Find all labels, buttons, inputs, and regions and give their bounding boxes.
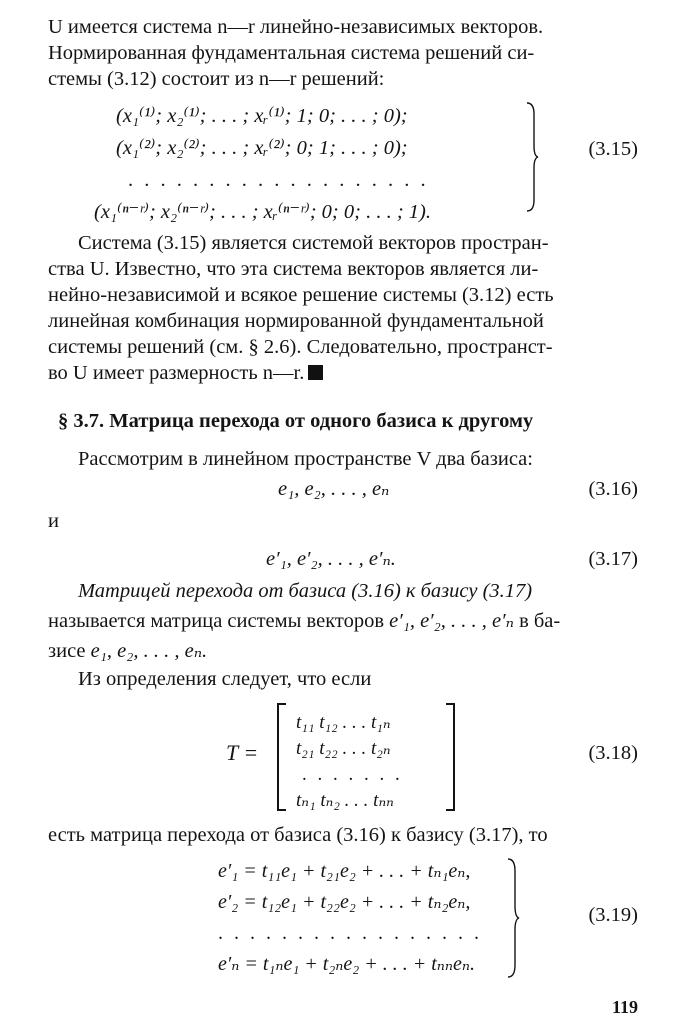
equation-3-15-row-4: (x₁⁽ⁿ⁻ʳ⁾; x₂⁽ⁿ⁻ʳ⁾; . . . ; xᵣ⁽ⁿ⁻ʳ⁾; 0; 0; . . . ; 1). [94,201,431,223]
equation-3-19-row-1: e′₁ = t₁₁e₁ + t₂₁e₂ + . . . + tₙ₁eₙ, [218,860,471,882]
matrix-3-18 [48,702,638,812]
equation-number-3-17: (3.17) [588,548,638,570]
para-2-line-6: во U имеет размерность n—r. [48,362,305,384]
equation-number-3-15: (3.15) [588,138,638,160]
right-brace-icon [506,858,520,978]
equation-3-15 [48,96,638,230]
equation-3-15-row-3: . . . . . . . . . . . . . . . . . . . [128,169,429,191]
equation-number-3-18: (3.18) [588,742,638,764]
page-number: 119 [611,997,638,1017]
equation-3-17-formula: e′₁, e′₂, . . . , e′ₙ. [266,548,396,570]
para-4: Из определения следует, что если [78,668,372,690]
para-2-line-6-wrap [48,360,638,386]
para-2-line-4: линейная комбинация нормированной фундаментальной [48,310,544,332]
matrix-row-3: . . . . . . . [302,764,403,785]
definition-line-3a: зисе [48,640,86,662]
end-of-proof-icon [308,365,323,380]
matrix-row-4: tₙ₁ tₙ₂ . . . tₙₙ [296,790,394,811]
definition-line-2b: e′₁, e′₂, . . . , e′ₙ [389,610,514,632]
definition-line-2 [48,608,638,634]
equation-3-19 [48,852,638,986]
right-brace-icon [525,102,539,212]
matrix-label: T = [226,740,259,765]
para-2-line-2: ства U. Известно, что эта система векторов является ли- [48,258,539,280]
section-heading: § 3.7. Матрица перехода от одного базиса к другому [58,410,534,432]
equation-number-3-19: (3.19) [588,904,638,926]
definition-line-1: Матрицей перехода от базиса (3.16) к базису (3.17) [78,580,533,602]
definition-line-3b: e₁, e₂, . . . , eₙ. [90,640,208,662]
equation-number-3-16: (3.16) [588,478,638,500]
para-2-line-1: Система (3.15) является системой векторов простран- [78,232,549,254]
page-body [48,14,638,986]
equation-3-15-row-2: (x₁⁽²⁾; x₂⁽²⁾; . . . ; xᵣ⁽²⁾; 0; 1; . . . ; 0); [116,137,408,159]
and-word: и [48,510,59,532]
equation-3-16-formula: e₁, e₂, . . . , eₙ [278,478,390,500]
para-5: есть матрица перехода от базиса (3.16) к базису (3.17), то [48,824,548,846]
matrix-row-2: t₂₁ t₂₂ . . . t₂ₙ [296,738,391,759]
equation-3-19-row-3: . . . . . . . . . . . . . . . . . [218,922,482,944]
definition-line-3 [48,638,638,664]
para-1-line-1: U имеется система n—r линейно-независимых векторов. [48,16,544,38]
para-1-line-2: Нормированная фундаментальная система решений си- [48,42,535,64]
para-2-line-3: нейно-независимой и всякое решение системы (3.12) есть [48,284,554,306]
matrix-row-1: t₁₁ t₁₂ . . . t₁ₙ [296,712,391,733]
definition-line-2c: в ба- [519,610,561,632]
para-3: Рассмотрим в линейном пространстве V два базиса: [78,448,533,470]
equation-3-16 [48,472,638,502]
definition-line-2a: называется матрица системы векторов [48,610,384,632]
equation-3-19-row-4: e′ₙ = t₁ₙe₁ + t₂ₙe₂ + . . . + tₙₙeₙ. [218,953,475,975]
para-2-line-5: системы решений (см. § 2.6). Следовательно, пространст- [48,336,553,358]
equation-3-17 [48,540,638,574]
equation-3-19-row-2: e′₂ = t₁₂e₁ + t₂₂e₂ + . . . + tₙ₂eₙ, [218,891,471,913]
equation-3-15-row-1: (x₁⁽¹⁾; x₂⁽¹⁾; . . . ; xᵣ⁽¹⁾; 1; 0; . . . ; 0); [116,105,408,127]
para-1-line-3: стемы (3.12) состоит из n—r решений: [48,68,385,90]
